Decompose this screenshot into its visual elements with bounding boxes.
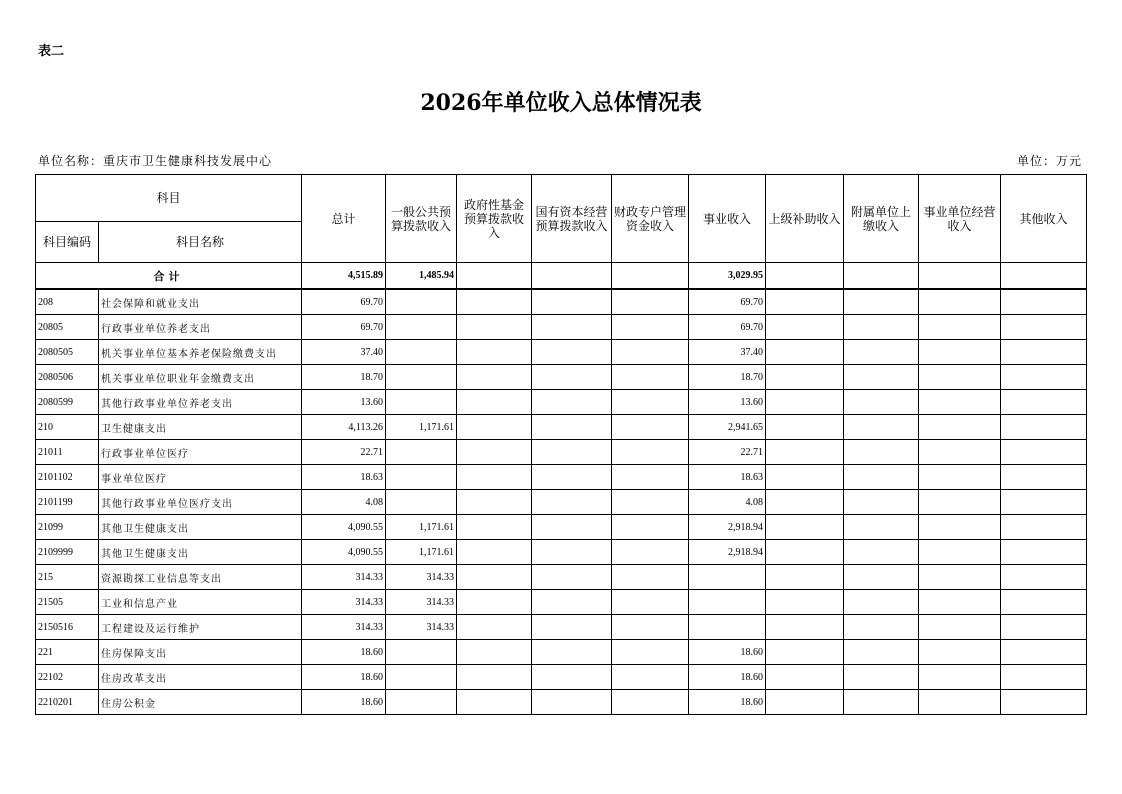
amount-cell: 4.08 [689,490,766,515]
subject-code-cell: 21011 [36,440,99,465]
amount-cell [386,289,457,315]
total-cell [919,263,1001,290]
amount-cell [689,590,766,615]
amount-cell [612,640,689,665]
subject-code-cell: 2080599 [36,390,99,415]
subject-name-cell: 事业单位医疗 [99,465,302,490]
amount-cell [766,390,844,415]
amount-cell [1001,690,1087,715]
subject-name-cell: 机关事业单位职业年金缴费支出 [99,365,302,390]
amount-cell [386,390,457,415]
amount-cell [919,340,1001,365]
amount-cell [532,390,612,415]
amount-cell [532,665,612,690]
amount-cell [532,515,612,540]
amount-cell [766,365,844,390]
amount-cell [532,365,612,390]
amount-cell [532,690,612,715]
unit-name: 单位名称：重庆市卫生健康科技发展中心 [38,154,273,168]
amount-cell [766,315,844,340]
table-header-row [36,175,1087,222]
table-row [36,565,1087,590]
amount-cell [766,565,844,590]
amount-cell: 18.70 [689,365,766,390]
amount-cell [844,365,919,390]
header-superior-subsidy: 上级补助收入 [766,175,844,263]
amount-cell [919,615,1001,640]
total-cell [844,263,919,290]
amount-cell [457,340,532,365]
amount-cell [386,690,457,715]
amount-cell [532,415,612,440]
subject-code-cell: 2080505 [36,340,99,365]
amount-cell [766,690,844,715]
amount-cell [919,690,1001,715]
amount-cell [1001,390,1087,415]
header-affiliated-income: 附属单位上缴收入 [844,175,919,263]
amount-cell [612,615,689,640]
amount-cell [766,590,844,615]
total-cell [532,263,612,290]
amount-cell [689,615,766,640]
table-row [36,540,1087,565]
amount-cell [919,540,1001,565]
amount-cell [457,315,532,340]
amount-cell [1001,615,1087,640]
total-cell [457,263,532,290]
header-total: 总计 [302,175,386,263]
amount-cell [919,515,1001,540]
amount-cell [844,289,919,315]
subject-code-cell: 22102 [36,665,99,690]
amount-cell [386,315,457,340]
subject-code-cell: 208 [36,289,99,315]
amount-cell [612,590,689,615]
amount-cell: 18.63 [689,465,766,490]
total-cell: 3,029.95 [689,263,766,290]
amount-cell [612,490,689,515]
subject-code-cell: 2210201 [36,690,99,715]
amount-cell [457,289,532,315]
subject-code-cell: 2109999 [36,540,99,565]
subject-code-cell: 2080506 [36,365,99,390]
amount-cell [919,490,1001,515]
amount-cell [766,490,844,515]
amount-cell [386,365,457,390]
amount-cell [919,365,1001,390]
header-subject: 科目 [36,175,302,222]
amount-cell [844,540,919,565]
amount-cell [844,390,919,415]
amount-cell [386,640,457,665]
header-business-income: 事业收入 [689,175,766,263]
amount-cell [1001,590,1087,615]
amount-cell [844,415,919,440]
amount-cell [612,390,689,415]
amount-cell [1001,340,1087,365]
amount-cell [1001,665,1087,690]
amount-cell [612,665,689,690]
amount-cell [386,340,457,365]
subject-code-cell: 20805 [36,315,99,340]
amount-cell [612,515,689,540]
amount-cell [612,540,689,565]
amount-cell [844,315,919,340]
total-cell: 4,515.89 [302,263,386,290]
amount-cell [457,540,532,565]
amount-cell: 314.33 [302,590,386,615]
amount-cell [1001,515,1087,540]
table-row [36,440,1087,465]
amount-cell [766,640,844,665]
amount-cell: 18.60 [302,690,386,715]
amount-cell: 69.70 [302,315,386,340]
subject-name-cell: 行政事业单位养老支出 [99,315,302,340]
header-gov-fund: 政府性基金预算拨款收入 [457,175,532,263]
amount-cell [919,665,1001,690]
amount-cell [457,590,532,615]
amount-cell [457,490,532,515]
amount-cell: 314.33 [302,565,386,590]
amount-cell [1001,490,1087,515]
amount-cell: 18.63 [302,465,386,490]
amount-cell [1001,365,1087,390]
amount-cell [844,690,919,715]
amount-cell: 37.40 [302,340,386,365]
amount-cell [457,690,532,715]
amount-cell: 37.40 [689,340,766,365]
subject-name-cell: 住房改革支出 [99,665,302,690]
subject-name-cell: 机关事业单位基本养老保险缴费支出 [99,340,302,365]
amount-cell: 1,171.61 [386,540,457,565]
subject-name-cell: 社会保障和就业支出 [99,289,302,315]
table-row [36,465,1087,490]
table-row [36,615,1087,640]
amount-cell [612,440,689,465]
total-row [36,263,1087,290]
header-general-budget: 一般公共预算拨款收入 [386,175,457,263]
subject-code-cell: 221 [36,640,99,665]
amount-cell [532,640,612,665]
amount-cell [919,289,1001,315]
amount-cell [919,590,1001,615]
amount-cell [689,565,766,590]
amount-cell [844,615,919,640]
table-row [36,640,1087,665]
header-operating-income: 事业单位经营收入 [919,175,1001,263]
amount-cell [612,415,689,440]
subject-name-cell: 工业和信息产业 [99,590,302,615]
subject-name-cell: 其他卫生健康支出 [99,515,302,540]
amount-cell [766,465,844,490]
amount-cell [1001,465,1087,490]
amount-cell [844,640,919,665]
amount-cell [457,390,532,415]
subject-name-cell: 住房保障支出 [99,640,302,665]
amount-cell [1001,640,1087,665]
amount-cell [766,540,844,565]
amount-cell [1001,440,1087,465]
amount-cell: 22.71 [302,440,386,465]
table-row [36,340,1087,365]
subject-name-cell: 其他行政事业单位养老支出 [99,390,302,415]
amount-cell [612,340,689,365]
amount-cell: 69.70 [689,289,766,315]
amount-cell [532,315,612,340]
amount-cell [844,590,919,615]
amount-cell [612,365,689,390]
amount-cell: 13.60 [302,390,386,415]
page-title: 2026年单位收入总体情况表 [420,90,702,116]
amount-cell [1001,415,1087,440]
amount-cell: 4.08 [302,490,386,515]
amount-cell [844,465,919,490]
amount-cell [919,315,1001,340]
amount-cell: 18.60 [302,640,386,665]
amount-cell [532,490,612,515]
header-other-income: 其他收入 [1001,175,1087,263]
amount-cell [457,640,532,665]
table-row [36,590,1087,615]
subject-name-cell: 卫生健康支出 [99,415,302,440]
income-table [35,174,1087,715]
subject-name-cell: 工程建设及运行维护 [99,615,302,640]
amount-cell: 4,113.26 [302,415,386,440]
amount-cell: 314.33 [302,615,386,640]
amount-cell: 18.70 [302,365,386,390]
amount-cell [532,440,612,465]
amount-cell: 314.33 [386,615,457,640]
amount-cell [532,540,612,565]
amount-cell [532,565,612,590]
amount-cell [919,565,1001,590]
amount-cell [844,565,919,590]
amount-cell: 314.33 [386,590,457,615]
amount-cell [457,565,532,590]
total-label: 合计 [36,263,302,290]
amount-cell [612,565,689,590]
amount-cell [919,640,1001,665]
subject-code-cell: 2101102 [36,465,99,490]
total-cell [1001,263,1087,290]
table-row [36,690,1087,715]
amount-cell: 69.70 [689,315,766,340]
table-row [36,665,1087,690]
header-state-capital: 国有资本经营预算拨款收入 [532,175,612,263]
amount-cell: 2,918.94 [689,515,766,540]
amount-cell [457,615,532,640]
amount-cell [386,465,457,490]
subject-code-cell: 215 [36,565,99,590]
amount-cell [532,465,612,490]
amount-cell: 18.60 [689,665,766,690]
amount-cell [766,440,844,465]
amount-cell [532,289,612,315]
amount-cell: 22.71 [689,440,766,465]
subject-code-cell: 210 [36,415,99,440]
amount-cell [844,340,919,365]
amount-cell [457,665,532,690]
amount-cell [612,315,689,340]
amount-cell [766,289,844,315]
subject-name-cell: 其他行政事业单位医疗支出 [99,490,302,515]
header-subject-name: 科目名称 [99,222,302,263]
amount-cell [457,465,532,490]
amount-cell [386,440,457,465]
header-special-account: 财政专户管理资金收入 [612,175,689,263]
subject-name-cell: 住房公积金 [99,690,302,715]
amount-cell: 1,171.61 [386,515,457,540]
table-row [36,415,1087,440]
amount-cell [1001,540,1087,565]
amount-cell: 4,090.55 [302,515,386,540]
subject-code-cell: 2150516 [36,615,99,640]
amount-cell: 2,918.94 [689,540,766,565]
subject-name-cell: 行政事业单位医疗 [99,440,302,465]
subject-name-cell: 资源勘探工业信息等支出 [99,565,302,590]
amount-cell [844,490,919,515]
amount-cell: 18.60 [689,690,766,715]
amount-cell [1001,315,1087,340]
amount-cell [844,665,919,690]
amount-cell: 13.60 [689,390,766,415]
amount-cell [612,690,689,715]
amount-cell [766,615,844,640]
amount-cell [457,415,532,440]
table-row [36,289,1087,315]
amount-cell [386,490,457,515]
amount-cell: 2,941.65 [689,415,766,440]
subject-name-cell: 其他卫生健康支出 [99,540,302,565]
amount-cell [457,440,532,465]
amount-cell [457,365,532,390]
amount-cell [1001,565,1087,590]
amount-cell [1001,289,1087,315]
amount-cell [612,465,689,490]
subject-code-cell: 2101199 [36,490,99,515]
amount-cell: 18.60 [689,640,766,665]
header-subject-code: 科目编码 [36,222,99,263]
table-row [36,390,1087,415]
total-cell [766,263,844,290]
amount-cell [532,615,612,640]
table-row [36,365,1087,390]
amount-cell [844,515,919,540]
amount-cell: 1,171.61 [386,415,457,440]
document-label: 表二 [38,44,65,59]
table-row [36,490,1087,515]
amount-cell [612,289,689,315]
subject-code-cell: 21505 [36,590,99,615]
total-cell [612,263,689,290]
subject-code-cell: 21099 [36,515,99,540]
amount-cell [532,590,612,615]
amount-cell [919,465,1001,490]
amount-cell [919,440,1001,465]
amount-cell [766,415,844,440]
table-row [36,315,1087,340]
amount-cell: 314.33 [386,565,457,590]
amount-cell: 69.70 [302,289,386,315]
amount-cell [766,665,844,690]
amount-cell [919,415,1001,440]
amount-cell [457,515,532,540]
amount-cell [919,390,1001,415]
amount-cell [766,515,844,540]
amount-cell [844,440,919,465]
total-cell: 1,485.94 [386,263,457,290]
amount-cell: 4,090.55 [302,540,386,565]
unit-measure: 单位：万元 [1016,154,1082,168]
amount-cell: 18.60 [302,665,386,690]
amount-cell [766,340,844,365]
amount-cell [532,340,612,365]
table-row [36,515,1087,540]
amount-cell [386,665,457,690]
